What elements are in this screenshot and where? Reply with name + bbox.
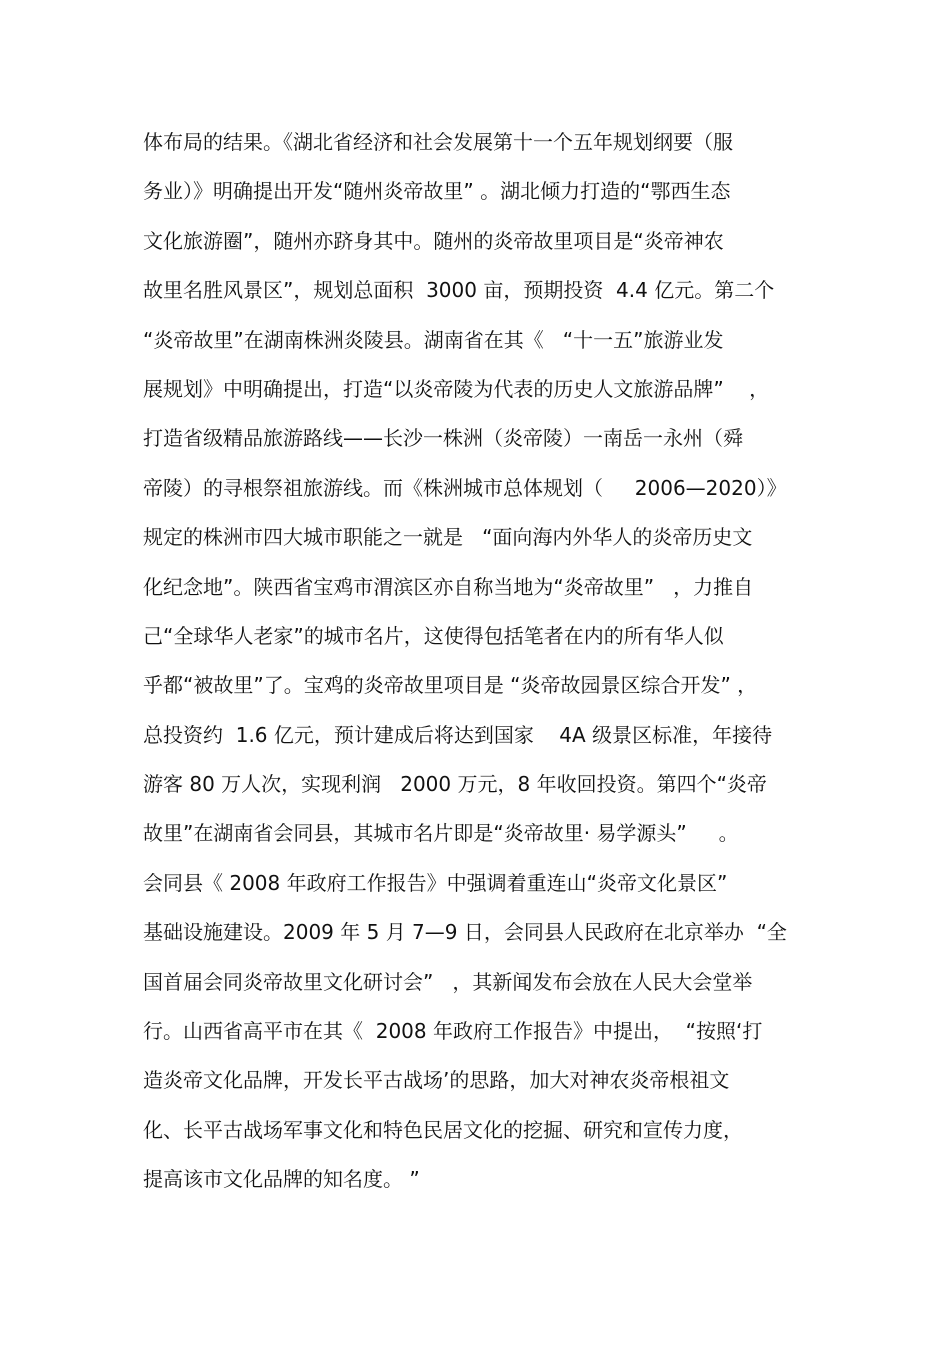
text-line: 行。山西省高平市在其《 2008 年政府工作报告》中提出， “按照‘打 bbox=[143, 1019, 763, 1044]
text-line: 展规划》中明确提出，打造“以炎帝陵为代表的历史人文旅游品牌” ， bbox=[143, 376, 770, 401]
text-line: 故里”在湖南省会同县，其城市名片即是“炎帝故里· 易学源头” 。 bbox=[143, 821, 739, 846]
text-line: 游客 80 万人次，实现利润 2000 万元，8 年收回投资。第四个“炎帝 bbox=[143, 772, 767, 797]
text-line: 文化旅游圈”，随州亦跻身其中。随州的炎帝故里项目是“炎帝神农 bbox=[143, 228, 724, 253]
text-line: 体布局的结果。《湖北省经济和社会发展第十一个五年规划纲要（服 bbox=[143, 130, 733, 154]
text-line: 造炎帝文化品牌，开发长平古战场’的思路，加大对神农炎帝根祖文 bbox=[143, 1068, 730, 1093]
text-line: 乎都“被故里”了。宝鸡的炎帝故里项目是 “炎帝故园景区综合开发” ， bbox=[143, 673, 758, 698]
text-line: 帝陵）的寻根祭祖旅游线。而《株洲城市总体规划（ 2006—2020）》 bbox=[143, 475, 787, 500]
text-line: 己“全球华人老家”的城市名片，这使得包括笔者在内的所有华人似 bbox=[143, 623, 724, 648]
text-line: “炎帝故里”在湖南株洲炎陵县。湖南省在其《 “十一五”旅游业发 bbox=[143, 327, 724, 352]
text-line: 务业）》明确提出开发“随州炎帝故里” 。湖北倾力打造的“鄂西生态 bbox=[143, 179, 731, 204]
text-line: 总投资约 1.6 亿元，预计建成后将达到国家 4A 级景区标准，年接待 bbox=[143, 722, 773, 747]
text-line: 打造省级精品旅游路线——长沙一株洲（炎帝陵）一南岳一永州（舜 bbox=[143, 426, 743, 451]
text-line: 提高该市文化品牌的知名度。 ” bbox=[143, 1167, 420, 1192]
text-line: 基础设施建设。2009 年 5 月 7—9 日，会同县人民政府在北京举办 “全 bbox=[143, 920, 787, 945]
text-line: 故里名胜风景区”，规划总面积 3000 亩，预期投资 4.4 亿元。第二个 bbox=[143, 278, 775, 303]
text-line: 会同县《 2008 年政府工作报告》中强调着重连山“炎帝文化景区” bbox=[143, 870, 728, 895]
text-line: 化、长平古战场军事文化和特色民居文化的挖掘、研究和宣传力度， bbox=[143, 1117, 743, 1142]
text-line: 国首届会同炎帝故里文化研讨会” ，其新闻发布会放在人民大会堂举 bbox=[143, 969, 753, 994]
text-line: 规定的株洲市四大城市职能之一就是 “面向海内外华人的炎帝历史文 bbox=[143, 525, 753, 550]
body-paragraph bbox=[143, 118, 823, 1205]
text-line: 化纪念地”。陕西省宝鸡市渭滨区亦自称当地为“炎帝故里” ，力推自 bbox=[143, 574, 754, 599]
